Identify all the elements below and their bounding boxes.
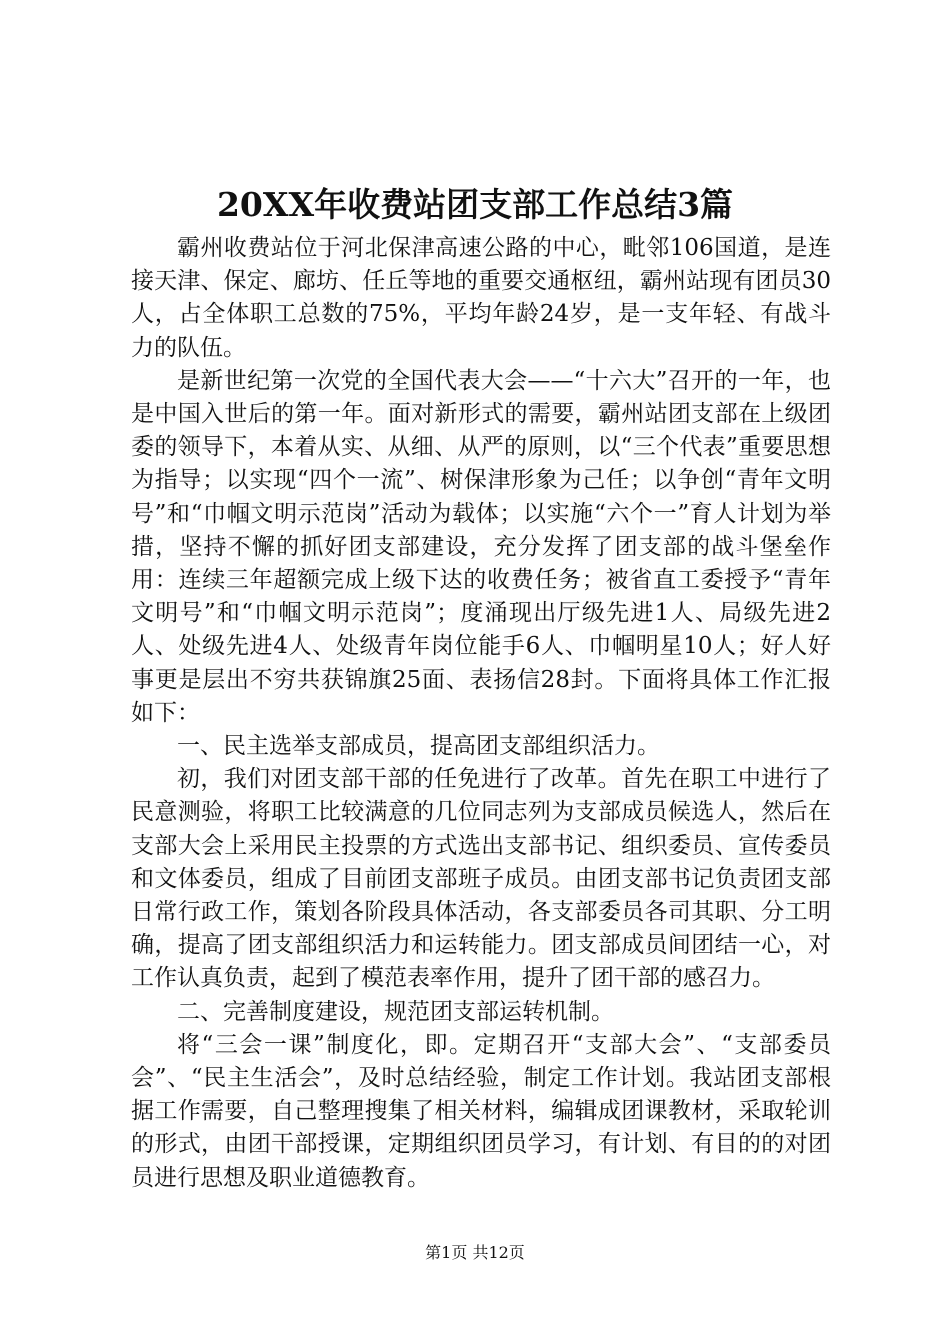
paragraph-section-2: 将“三会一课”制度化，即。定期召开“支部大会”、“支部委员会”、“民主生活会”，及时总结经验，制定工作计划。我站团支部根据工作需要，自己整理搜集了相关材料，编辑成团课教材，采取轮训的形式，由团干部授课，定期组织团员学习，有计划、有目的的对团员进行思想及职业道德教育。 [131,1031,831,1191]
document-body [131,232,831,1195]
paragraph-overview: 是新世纪第一次党的全国代表大会——“十六大”召开的一年，也是中国入世后的第一年。面对新形式的需要，霸州站团支部在上级团委的领导下，本着从实、从细、从严的原则，以“三个代表”重要思想为指导；以实现“四个一流”、树保津形象为己任；以争创“青年文明号”和“巾帼文明示范岗”活动为载体；以实施“六个一”育人计划为举措，坚持不懈的抓好团支部建设，充分发挥了团支部的战斗堡垒作用：连续三年超额完成上级下达的收费任务；被省直工委授予“青年文明号”和“巾帼文明示范岗”；度涌现出厅级先进1人、局级先进2人、处级先进4人、处级青年岗位能手6人、巾帼明星10人；好人好事更是层出不穷共获锦旗25面、表扬信28封。下面将具体工作汇报如下： [131,367,831,726]
section-heading-2: 二、完善制度建设，规范团支部运转机制。 [177,998,614,1025]
section-heading-1: 一、民主选举支部成员，提高团支部组织活力。 [177,733,660,760]
document-title: 20XX年收费站团支部工作总结3篇 [216,185,734,224]
paragraph-intro: 霸州收费站位于河北保津高速公路的中心，毗邻106国道，是连接天津、保定、廊坊、任丘等地的重要交通枢纽，霸州站现有团员30人，占全体职工总数的75%，平均年龄24岁，是一支年轻、有战斗力的队伍。 [131,235,831,361]
page-footer: 第1页 共12页 [425,1243,525,1262]
paragraph-section-1: 初，我们对团支部干部的任免进行了改革。首先在职工中进行了民意测验，将职工比较满意的几位同志列为支部成员候选人，然后在支部大会上采用民主投票的方式选出支部书记、组织委员、宣传委员和文体委员，组成了目前团支部班子成员。由团支部书记负责团支部日常行政工作，策划各阶段具体活动，各支部委员各司其职、分工明确，提高了团支部组织活力和运转能力。团支部成员间团结一心，对工作认真负责，起到了模范表率作用，提升了团干部的感召力。 [131,766,831,992]
